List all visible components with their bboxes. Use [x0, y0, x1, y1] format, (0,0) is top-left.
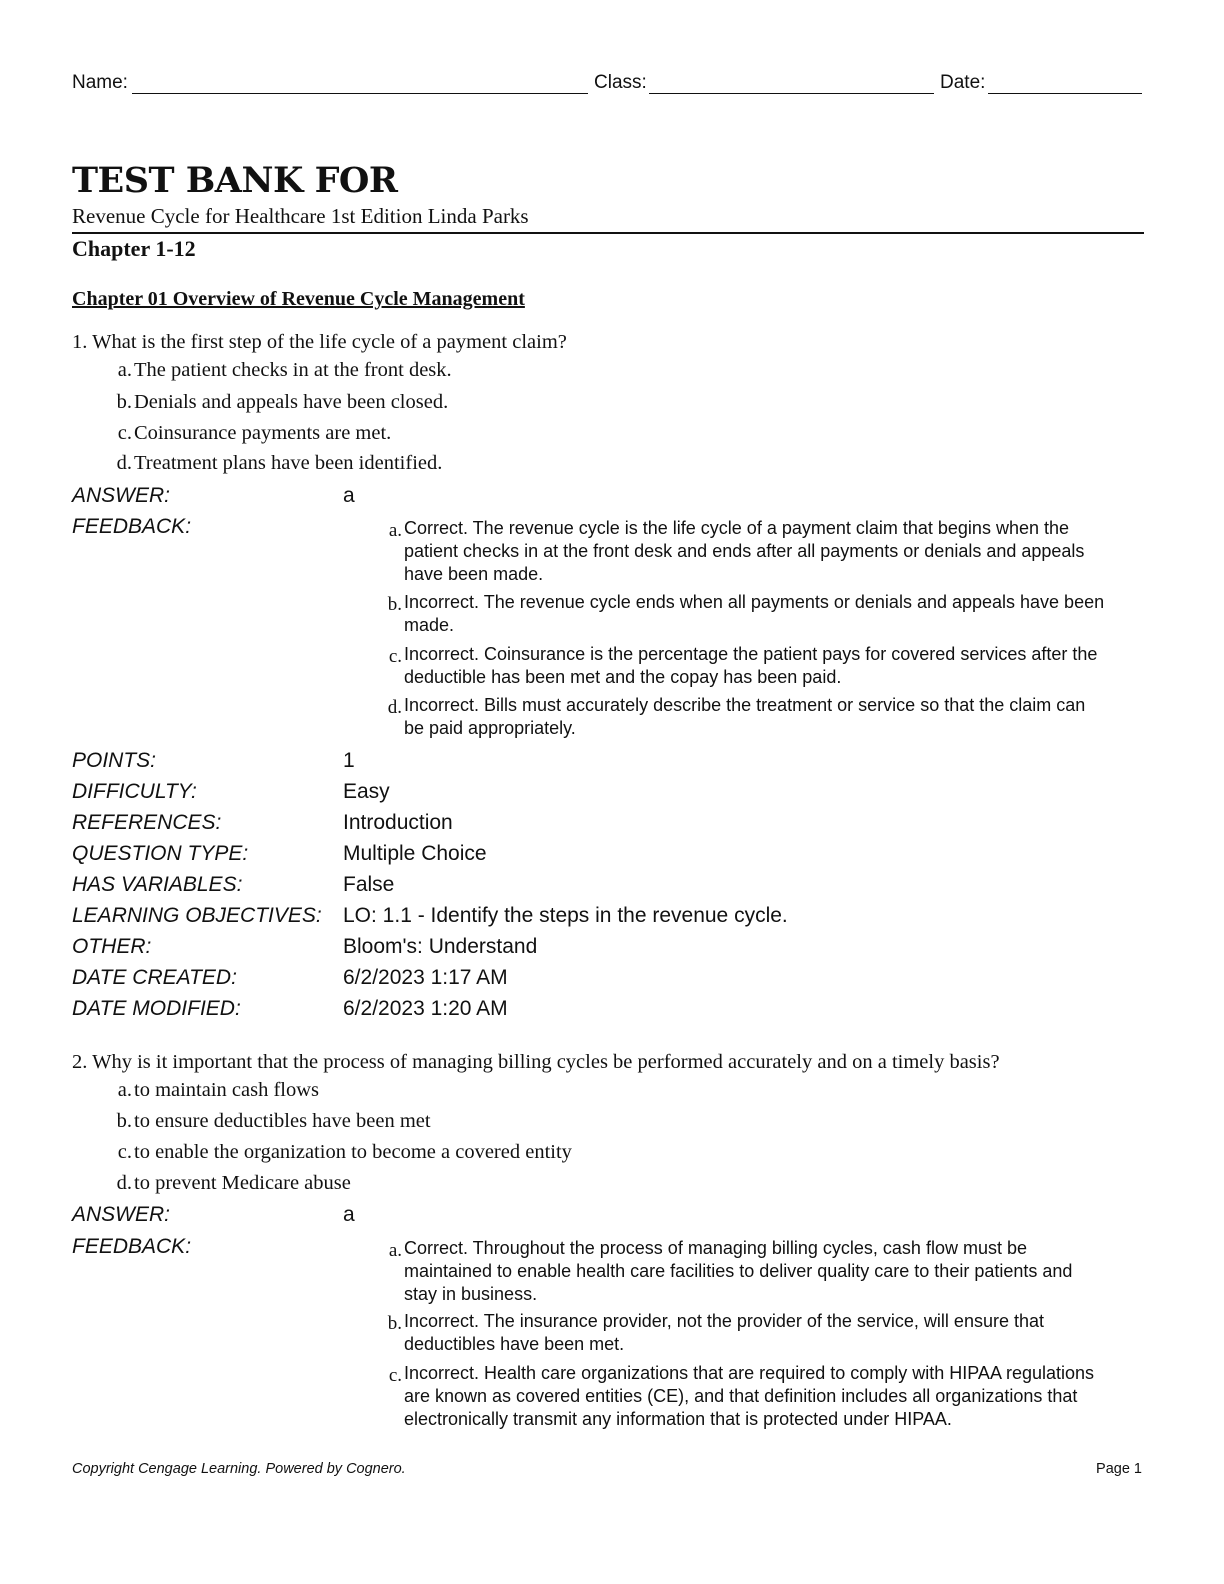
- q2-option-d: d.to prevent Medicare abuse: [116, 1172, 351, 1194]
- q1-answer-label: ANSWER:: [72, 484, 171, 507]
- q2-answer-label: ANSWER:: [72, 1203, 171, 1226]
- q1-meta-value: 6/2/2023 1:17 AM: [343, 966, 508, 989]
- q2-feedback-label: FEEDBACK:: [72, 1235, 192, 1258]
- q2-option-b: b.to ensure deductibles have been met: [116, 1110, 431, 1132]
- name-label: Name:: [72, 72, 128, 93]
- q2-option-c: c.to enable the organization to become a covered entity: [117, 1141, 572, 1163]
- chapter-heading: Chapter 01 Overview of Revenue Cycle Management: [72, 288, 525, 310]
- q1-meta-value: LO: 1.1 - Identify the steps in the revenue cycle.: [343, 904, 788, 927]
- q1-meta-value: 6/2/2023 1:20 AM: [343, 997, 508, 1020]
- q1-feedback-a: a. Correct. The revenue cycle is the life cycle of a payment claim that begins when the patient checks in at the front desk and ends after all payments or denials and appeals have been made.: [388, 518, 1085, 584]
- q1-feedback-d: d. Incorrect. Bills must accurately describe the treatment or service so that the claim can be paid appropriately.: [387, 695, 1086, 738]
- chapter-range: Chapter 1-12: [72, 236, 196, 261]
- q2-feedback-c: c. Incorrect. Health care organizations that are required to comply with HIPAA regulations are known as covered entities (CE), and that definition includes all organizations that electronically transmit any information that is protected under HIPAA.: [388, 1363, 1095, 1429]
- q1-meta-value: 1: [343, 749, 355, 772]
- q1-feedback-c: c. Incorrect. Coinsurance is the percentage the patient pays for covered services after the deductible has been met and the copay has been paid.: [388, 644, 1098, 687]
- q1-feedback-label: FEEDBACK:: [72, 515, 192, 538]
- copyright-footer: Copyright Cengage Learning. Powered by Cognero.: [72, 1461, 406, 1477]
- q1-meta-value: False: [343, 873, 395, 896]
- q2-answer-value: a: [343, 1203, 355, 1226]
- q1-meta-label: QUESTION TYPE:: [72, 842, 249, 865]
- q1-meta-label: LEARNING OBJECTIVES:: [72, 904, 322, 927]
- q1-meta-label: DATE CREATED:: [72, 966, 237, 989]
- date-blank: [988, 93, 1142, 94]
- q1-answer-value: a: [343, 484, 355, 507]
- q1-meta-value: Introduction: [343, 811, 453, 834]
- document-title: TEST BANK FOR: [72, 160, 398, 201]
- question-2-text: 2. Why is it important that the process of managing billing cycles be performed accurately and on a timely basis?: [72, 1051, 1000, 1073]
- name-blank: [132, 93, 588, 94]
- title-divider: [72, 232, 1144, 234]
- q1-meta-value: Easy: [343, 780, 390, 803]
- date-label: Date:: [940, 72, 986, 93]
- q1-meta-label: POINTS:: [72, 749, 157, 772]
- q1-option-c: c.Coinsurance payments are met.: [117, 422, 392, 444]
- q2-feedback-a: a. Correct. Throughout the process of managing billing cycles, cash flow must be maintained to enable health care facilities to deliver quality care to their patients and stay in business.: [388, 1238, 1073, 1304]
- q2-feedback-b: b. Incorrect. The insurance provider, not the provider of the service, will ensure that deductibles have been met.: [387, 1311, 1044, 1354]
- q1-option-a: a.The patient checks in at the front desk.: [117, 359, 452, 381]
- q1-feedback-b: b. Incorrect. The revenue cycle ends when all payments or denials and appeals have been made.: [387, 592, 1105, 635]
- question-1-text: 1. What is the first step of the life cycle of a payment claim?: [72, 331, 567, 353]
- class-blank: [649, 93, 934, 94]
- q1-meta-value: Multiple Choice: [343, 842, 487, 865]
- q1-meta-label: DIFFICULTY:: [72, 780, 197, 803]
- q2-option-a: a.to maintain cash flows: [117, 1079, 320, 1101]
- class-label: Class:: [594, 72, 647, 93]
- q1-meta-label: HAS VARIABLES:: [72, 873, 243, 896]
- student-info-header: [72, 72, 1142, 98]
- q1-option-b: b.Denials and appeals have been closed.: [116, 391, 449, 413]
- document-subtitle: Revenue Cycle for Healthcare 1st Edition Linda Parks: [72, 204, 529, 228]
- page-number: Page 1: [1096, 1461, 1142, 1477]
- q1-meta-value: Bloom's: Understand: [343, 935, 538, 958]
- q1-meta-label: DATE MODIFIED:: [72, 997, 241, 1020]
- q1-meta-label: OTHER:: [72, 935, 152, 958]
- q1-meta-label: REFERENCES:: [72, 811, 222, 834]
- q1-option-d: d.Treatment plans have been identified.: [116, 452, 443, 474]
